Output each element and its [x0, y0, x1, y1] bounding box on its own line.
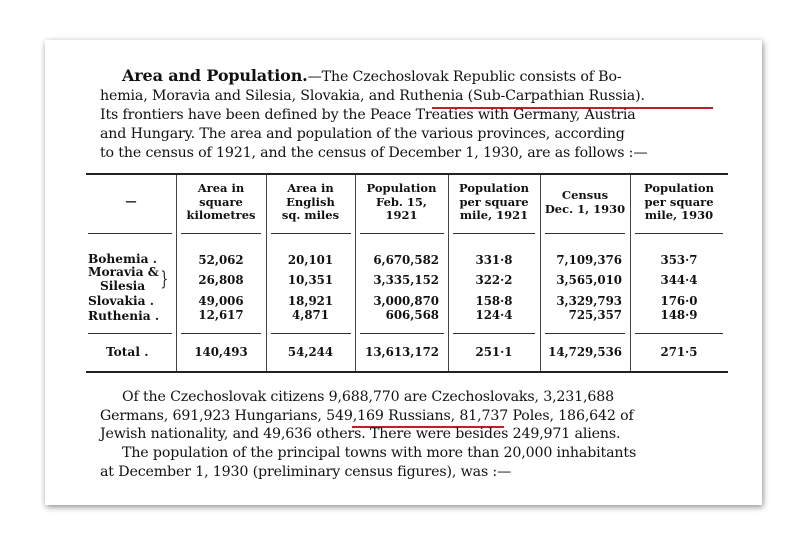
header-rule: [635, 233, 723, 234]
intro-line-4: and Hungary. The area and population of the various provinces, according: [100, 126, 625, 142]
total-rule: [360, 333, 444, 334]
table-cell: 606,568: [385, 308, 439, 322]
header-area-miles: Area in English sq. miles: [281, 181, 340, 222]
table-bottom-rule: [86, 371, 728, 373]
row-label-silesia: Silesia: [100, 279, 146, 293]
table-cell: 7,109,376: [556, 253, 622, 267]
table-cell: 124·4: [475, 308, 513, 322]
header-dash: —: [125, 194, 137, 208]
section-title: Area and Population.: [122, 66, 308, 85]
brace-icon: }: [160, 266, 169, 290]
total-rule: [635, 333, 723, 334]
table-cell: 344·4: [660, 273, 698, 287]
table-cell: 52,062: [198, 253, 244, 267]
para2-line-5: at December 1, 1930 (preliminary census figures), was :—: [100, 464, 512, 480]
total-rule: [545, 333, 625, 334]
header-area-km: Area in square kilometres: [186, 181, 256, 222]
header-density-1930: Population per square mile, 1930: [644, 181, 714, 222]
table-cell: 49,006: [198, 294, 244, 308]
header-rule: [360, 233, 444, 234]
total-cell: 140,493: [194, 345, 248, 359]
table-cell: 725,357: [568, 308, 622, 322]
header-density-1921: Population per square mile, 1921: [459, 181, 529, 222]
row-label-bohemia: Bohemia .: [88, 252, 157, 266]
total-rule: [453, 333, 535, 334]
total-cell: 271·5: [660, 345, 698, 359]
table-cell: 6,670,582: [373, 253, 439, 267]
intro-line-2: hemia, Moravia and Silesia, Slovakia, and Ruthenia (Sub-Carpathian Russia).: [100, 88, 645, 104]
table-cell: 3,000,870: [373, 294, 439, 308]
row-label-slovakia: Slovakia .: [88, 294, 154, 308]
header-rule: [545, 233, 625, 234]
total-cell: 14,729,536: [548, 345, 622, 359]
header-census-1930: Census Dec. 1, 1930: [544, 188, 626, 216]
table-cell: 3,335,152: [373, 273, 439, 287]
table-cell: 158·8: [475, 294, 513, 308]
area-population-table: [86, 173, 728, 373]
para2-line-3: Jewish nationality, and 49,636 others. There were besides 249,971 aliens.: [100, 426, 621, 442]
table-cell: 176·0: [660, 294, 698, 308]
header-rule: [271, 233, 351, 234]
header-rule: [88, 233, 172, 234]
para2-line-4: The population of the principal towns with more than 20,000 inhabitants: [122, 445, 637, 461]
total-cell: 54,244: [287, 345, 334, 359]
total-rule: [88, 333, 172, 334]
table-cell: 12,617: [198, 308, 244, 322]
table-top-rule: [86, 173, 728, 175]
table-cell: 331·8: [475, 253, 513, 267]
table-cell: 322·2: [475, 273, 513, 287]
intro-line-5: to the census of 1921, and the census of December 1, 1930, are as follows :—: [100, 145, 648, 161]
total-rule: [181, 333, 261, 334]
header-rule: [181, 233, 261, 234]
intro-line-3: Its frontiers have been defined by the Peace Treaties with Germany, Austria: [100, 107, 636, 123]
para2-line-2: Germans, 691,923 Hungarians, 549,169 Russians, 81,737 Poles, 186,642 of: [100, 408, 634, 424]
document-page: [45, 40, 762, 505]
table-cell: 148·9: [660, 308, 698, 322]
header-population-1921: Population Feb. 15, 1921: [366, 181, 437, 222]
total-cell: 13,613,172: [365, 345, 439, 359]
table-cell: 353·7: [660, 253, 698, 267]
table-cell: 26,808: [198, 273, 244, 287]
table-cell: 18,921: [287, 294, 334, 308]
table-cell: 4,871: [292, 308, 329, 322]
total-cell: 251·1: [475, 345, 513, 359]
para2-line-1: Of the Czechoslovak citizens 9,688,770 are Czechoslovaks, 3,231,688: [122, 389, 615, 405]
table-cell: 3,565,010: [556, 273, 622, 287]
table-cell: 10,351: [287, 273, 334, 287]
row-label-moravia: Moravia &: [88, 265, 159, 279]
intro-line-1: Area and Population.—The Czechoslovak Republic consists of Bo-: [122, 66, 622, 85]
header-rule: [453, 233, 535, 234]
row-label-total: Total .: [106, 345, 149, 359]
total-rule: [271, 333, 351, 334]
table-cell: 20,101: [287, 253, 334, 267]
row-label-ruthenia: Ruthenia .: [88, 309, 160, 323]
table-cell: 3,329,793: [556, 294, 622, 308]
